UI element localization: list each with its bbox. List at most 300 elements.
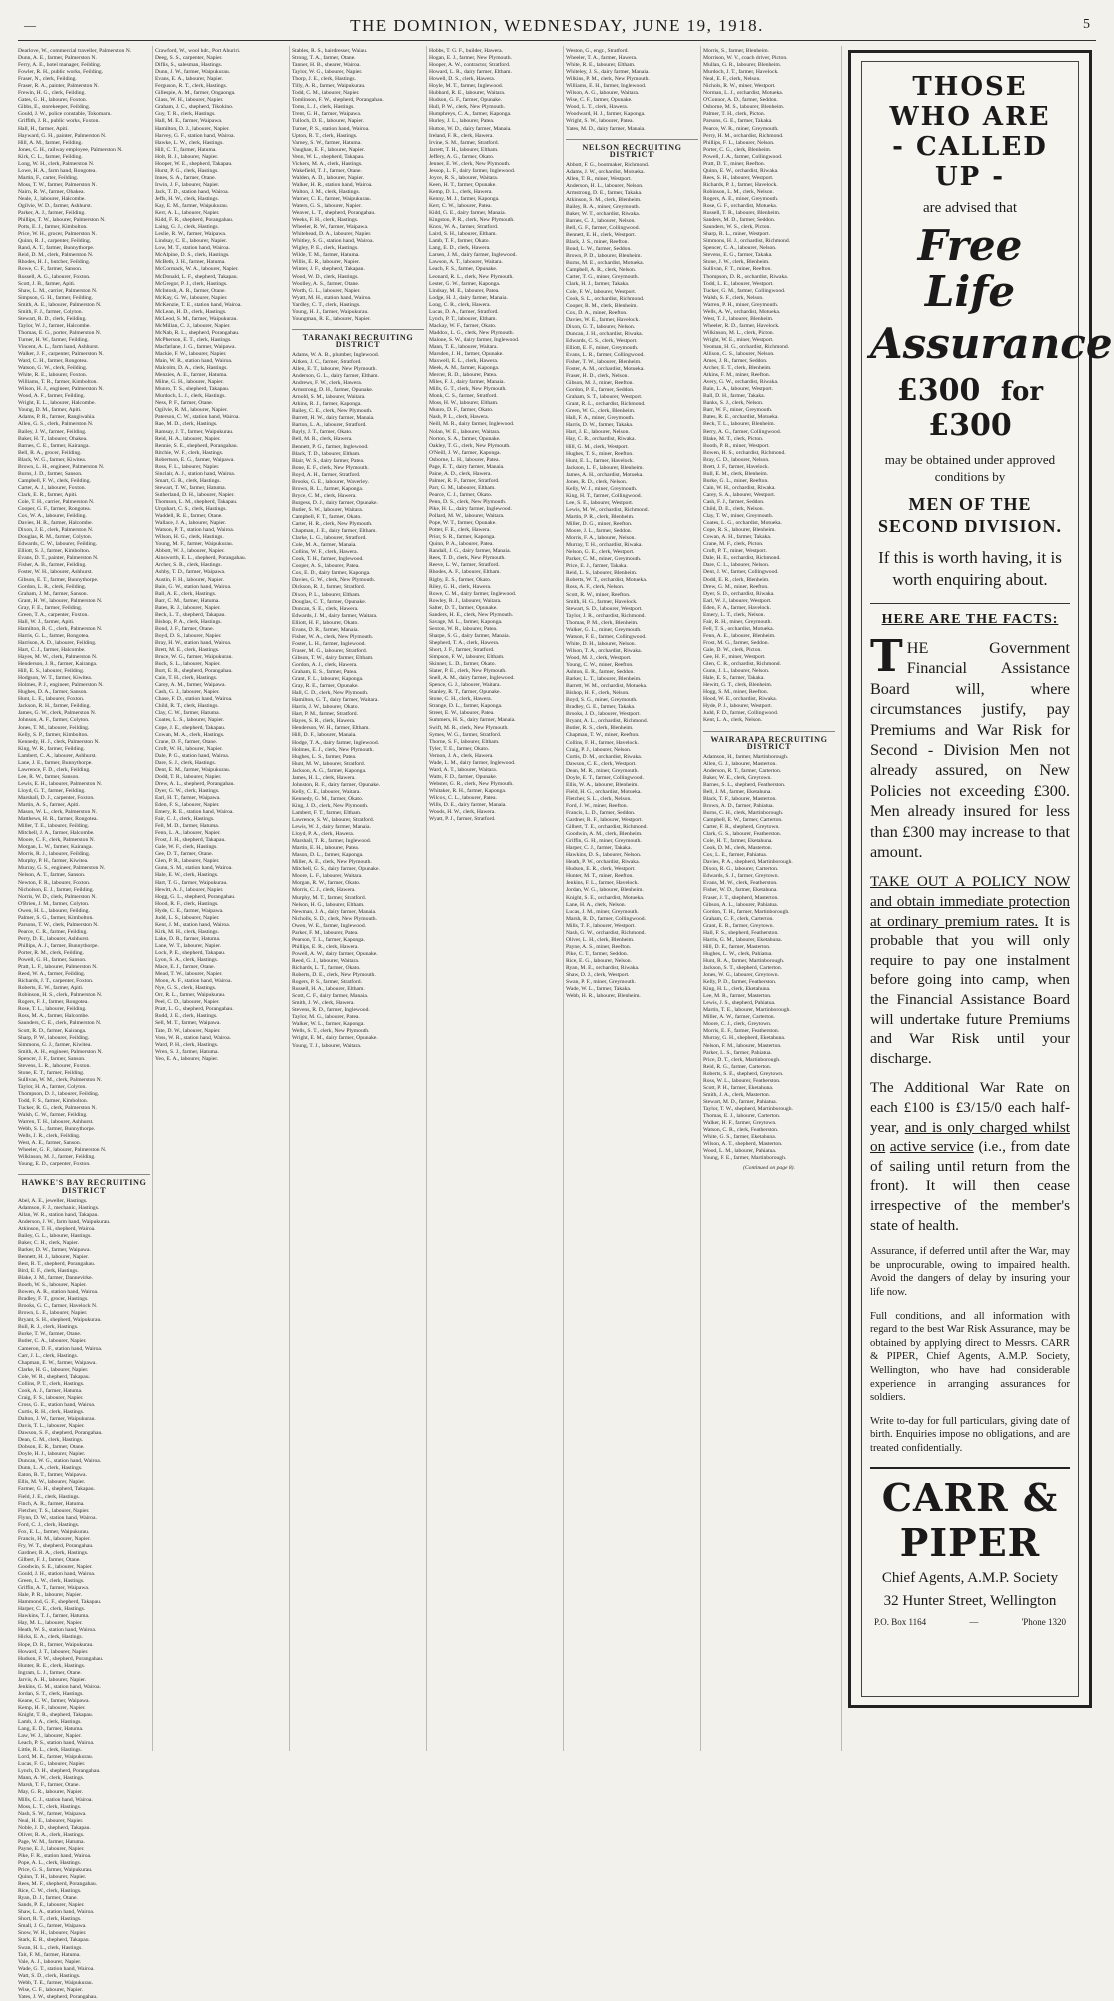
- list-entry: Hart, T. G., farmer, Waipukurau.: [155, 879, 228, 886]
- list-entry: Trent, G. H., farmer, Waipawa.: [292, 111, 362, 118]
- list-entry: Turner, P. S., station hand, Wairoa.: [292, 125, 370, 132]
- list-entry: Milne, G. H., labourer, Napier.: [155, 379, 224, 386]
- list-entry: Tait, F. M., farmer, Hatuma.: [18, 1951, 81, 1958]
- list-entry: Dunn, L. A., clerk, Hastings.: [18, 1465, 83, 1472]
- list-entry: Ellis, M. W., labourer, Napier.: [18, 1479, 86, 1486]
- list-entry: Hogan, E. J., farmer, New Plymouth.: [429, 55, 512, 62]
- list-entry: Lucas, F. G., labourer, Napier.: [18, 1761, 86, 1768]
- list-entry: Collins, P. T., clerk, Hastings.: [18, 1380, 85, 1387]
- list-entry: Palmer, T. H., clerk, Picton.: [703, 111, 766, 118]
- list-entry: Smith, A. H., engineer, Palmerston N.: [18, 1048, 103, 1055]
- list-entry: Mason, D. L., farmer, Kaponga.: [292, 852, 364, 859]
- list-entry: Kennedy, G. M., farmer, Okato.: [292, 795, 364, 802]
- list-entry: Vale, A. J., labourer, Napier.: [18, 1958, 82, 1965]
- list-entry: Bennett, P. G., farmer, Inglewood.: [292, 443, 369, 450]
- list-entry: McGregor, P. J., clerk, Hastings.: [155, 280, 228, 287]
- list-entry: Edwards, S. J., farmer, Greytown.: [703, 873, 779, 880]
- list-entry: Beck, L. T., shepherd, Takapau.: [155, 611, 226, 618]
- list-entry: Adamson, H., farmer, Martinborough.: [703, 753, 789, 760]
- list-entry: Hall, H., farmer, Apiti.: [18, 125, 69, 132]
- list-entry: Chase, F. D., station hand, Wairoa.: [155, 696, 233, 703]
- list-entry: Hill, G. M., clerk, Westport.: [566, 443, 629, 450]
- list-entry: Ashby, T. D., farmer, Waipawa.: [155, 569, 226, 576]
- list-entry: Wade, G. T., station hand, Wairoa.: [18, 1965, 95, 1972]
- list-entry: Cook, D. M., clerk, Masterton.: [703, 845, 772, 852]
- list-entry: Woodward, H. J., farmer, Kaponga.: [566, 111, 646, 118]
- list-entry: Brown, P. D., labourer, Blenheim.: [566, 253, 642, 260]
- list-entry: Dawson, C. E., clerk, Westport.: [566, 760, 637, 767]
- list-entry: Hope, D. R., farmer, Waipukurau.: [18, 1641, 94, 1648]
- list-entry: Swift, M. R., clerk, New Plymouth.: [429, 724, 509, 731]
- list-entry: Douglas, C. T., farmer, Opunake.: [292, 598, 367, 605]
- list-entry: Skinner, L. D., farmer, Okato.: [429, 661, 496, 668]
- list-entry: Urquhart, C. S., clerk, Hastings.: [155, 506, 227, 513]
- list-entry: Morris, C. J., clerk, Hawera.: [292, 887, 356, 894]
- list-entry: Cain, T. H., clerk, Hastings.: [155, 675, 218, 682]
- list-entry: Wyatt, M. H., station hand, Wairoa.: [292, 294, 372, 301]
- list-entry: Vaughan, E. F., labourer, Napier.: [292, 146, 365, 153]
- list-entry: Gould, J. W., police constable, Tokomaru.: [18, 111, 112, 118]
- list-entry: Duncan, S. E., clerk, Hawera.: [292, 605, 359, 612]
- list-column: [155, 48, 287, 1753]
- list-entry: Henderson, W. H., farmer, Eltham.: [292, 725, 370, 732]
- list-entry: Perry, D. E., labourer, Ashhurst.: [18, 935, 90, 942]
- list-entry: Reid, R. G., farmer, Carterton.: [703, 1063, 772, 1070]
- list-entry: Todd, L. E., labourer, Westport.: [703, 280, 774, 287]
- list-entry: Hughes, T. S., miner, Reefton.: [566, 450, 634, 457]
- list-entry: Hunt, E. L., farmer, Havelock.: [566, 457, 635, 464]
- list-entry: Nash, P. L., clerk, Hawera.: [429, 414, 489, 421]
- list-entry: Shaw, D. J., clerk, Westport.: [566, 972, 630, 979]
- list-entry: Richards, L. T., farmer, Okato.: [292, 965, 361, 971]
- list-entry: Goodwin, A. M., clerk, Blenheim.: [566, 831, 643, 838]
- list-entry: Rudd, J. E., clerk, Hastings.: [155, 1013, 218, 1020]
- list-entry: Fraser, J. T., shepherd, Masterton.: [703, 894, 779, 901]
- list-entry: Phillips, A. J., farmer, Bunnythorpe.: [18, 942, 99, 949]
- list-entry: Gale, D. W., clerk, Picton.: [703, 646, 762, 653]
- list-entry: Mann, T. E., labourer, Waitara.: [429, 343, 498, 350]
- list-entry: Lawrence, F. D., clerk, Feilding.: [18, 766, 91, 773]
- list-entry: Beck, T. L., labourer, Blenheim.: [703, 421, 775, 428]
- list-entry: Rae, M. D., clerk, Hastings.: [155, 421, 218, 428]
- list-entry: Gray, F. E., farmer, Feilding.: [18, 604, 83, 611]
- list-entry: Jackson, L. F., labourer, Blenheim.: [566, 464, 644, 471]
- list-entry: Lane, J. E., farmer, Bunnythorpe.: [18, 759, 93, 766]
- list-entry: White, R. E., labourer, Eltham.: [566, 62, 636, 69]
- district-heading: TARANAKI RECRUITING DISTRICT: [292, 329, 424, 348]
- ad-advised-line: are advised that: [922, 200, 1018, 216]
- ad-second-division: MEN OF THE SECOND DIVISION.: [877, 494, 1063, 536]
- list-entry: Monk, C. S., farmer, Stratford.: [429, 393, 498, 400]
- list-entry: Tulloch, D. E., labourer, Napier.: [292, 118, 364, 125]
- list-entry: Robinson, L. M., clerk, Nelson.: [703, 188, 774, 195]
- list-entry: Oliver, R. A., clerk, Hastings.: [18, 1831, 85, 1838]
- list-entry: Norman, L. J., orchardist, Motueka.: [703, 90, 784, 97]
- list-entry: Vernon, J. A., clerk, Hawera.: [429, 752, 494, 759]
- list-entry: Leach, P. S., station hand, Wairoa.: [18, 1740, 95, 1747]
- list-entry: Lynch, D. H., shepherd, Porangahau.: [18, 1768, 101, 1775]
- list-entry: Maxwell, E. L., clerk, Hawera.: [429, 358, 499, 365]
- list-entry: Burt, E. R., shepherd, Porangahau.: [155, 668, 233, 675]
- list-entry: Rand, A. T., farmer, Bunnythorpe.: [18, 245, 95, 252]
- list-entry: Kelly, C. E., labourer, Waitara.: [292, 788, 361, 795]
- list-entry: Shepherd, T. A., clerk, Hawera.: [429, 639, 500, 646]
- list-entry: Russell, H. A., labourer, Eltham.: [292, 986, 365, 993]
- list-entry: McMillan, C. J., labourer, Napier.: [155, 322, 231, 329]
- page-number: 5: [1083, 17, 1090, 32]
- list-entry: Lowe, H. A., farm hand, Rongotea.: [18, 167, 97, 174]
- ad-take-underline-2: and obtain immediate protection: [870, 893, 1070, 911]
- list-entry: Rowley, R. J., labourer, Waitara.: [429, 597, 502, 604]
- ad-po-box: P.O. Box 1164: [874, 1617, 927, 1628]
- list-entry: Moore, L. F., labourer, Waitara.: [292, 873, 363, 880]
- list-entry: Mead, T. W., labourer, Napier.: [155, 971, 223, 978]
- list-column: [18, 48, 150, 2000]
- advertisement-frame: [861, 61, 1113, 1697]
- list-column: [703, 48, 835, 1753]
- list-entry: Snow, W. H., labourer, Napier.: [18, 1930, 87, 1937]
- list-entry: Yates, J. W., shepherd, Porangahau.: [18, 1993, 98, 2000]
- list-entry: Potts, E. J., farmer, Kimbolton.: [18, 224, 88, 231]
- list-entry: Wells, A. W., orchardist, Motueka.: [703, 308, 781, 315]
- ad-obtain-line: may be obtained under approved conditions by: [884, 452, 1056, 484]
- list-entry: Rhodes, A. F., labourer, Eltham.: [429, 569, 501, 576]
- list-entry: Hooper, A. W., contractor, Stratford.: [429, 62, 511, 69]
- list-entry: Fenn, A. E., labourer, Blenheim.: [703, 632, 776, 639]
- list-entry: Cook, A. J., farmer, Hatuma.: [18, 1387, 83, 1394]
- list-entry: Leonard, R. L., clerk, New Plymouth.: [429, 273, 514, 280]
- list-entry: Butler, R. S., clerk, Blenheim.: [566, 725, 634, 732]
- list-entry: Rice, C. W., clerk, Hastings.: [18, 1888, 82, 1895]
- ad-body-text: HE Government Financial Assistance Board will, where circumstances justify, pay Premiums and War Risk for Second - Division Men not already assured, on New Policies not exceeding £300. Men already insured for less than £300 may increase to that amount.: [870, 639, 1070, 862]
- list-entry: Saunders, W. S., clerk, Picton.: [703, 224, 771, 231]
- list-entry: Noble, J. D., shepherd, Takapau.: [18, 1824, 91, 1831]
- list-entry: Munro, D. F., farmer, Okato.: [429, 407, 494, 414]
- list-entry: Duncan, J. H., orchardist, Riwaka.: [566, 330, 644, 337]
- list-entry: Hood, W. E., orchardist, Riwaka.: [703, 696, 777, 703]
- ad-address: 32 Hunter Street, Wellington: [883, 1593, 1057, 1610]
- list-entry: Lord, M. E., farmer, Waipukurau.: [18, 1754, 94, 1761]
- list-entry: Tanner, H. B., shearer, Wairoa.: [292, 62, 361, 69]
- list-entry: Young, D. M., farmer, Apiti.: [18, 407, 82, 414]
- list-entry: Black, W. G., farmer, Kiwitea.: [18, 456, 87, 463]
- list-entry: Guy, T. R., clerk, Hastings.: [155, 111, 216, 118]
- list-entry: Chapman, J. E., dairy farmer, Eltham.: [292, 528, 377, 535]
- list-entry: Gillespie, A. M., farmer, Ongaonga.: [155, 90, 236, 97]
- list-entry: Taylor, M. G., labourer, Patea.: [292, 1014, 360, 1021]
- list-entry: Atkinson, S. M., clerk, Blenheim.: [566, 196, 642, 203]
- list-entry: Todd, C. M., labourer, Napier.: [292, 90, 360, 97]
- list-entry: Wills, D. E., dairy farmer, Manaia.: [429, 802, 507, 809]
- list-entry: Howard, L. R., dairy farmer, Eltham.: [429, 69, 512, 76]
- list-entry: Fraser, N., clerk, Feilding.: [18, 76, 77, 83]
- list-entry: Varney, S. W., farmer, Hatuma.: [292, 139, 362, 146]
- list-entry: Gale, W. F., clerk, Hastings.: [155, 844, 218, 851]
- list-entry: Page, W. M., farmer, Hatuma.: [18, 1838, 85, 1845]
- list-entry: Reid, H. A., labourer, Napier.: [155, 435, 221, 442]
- list-entry: Scott, P. H., farmer, Eketahuna.: [703, 1084, 774, 1091]
- list-entry: Hodge, T. A., dairy farmer, Inglewood.: [292, 739, 380, 746]
- list-entry: Field, H. G., orchardist, Motueka.: [566, 788, 642, 795]
- list-entry: Allen, G. J., labourer, Masterton.: [703, 760, 777, 767]
- list-entry: Harvey, G. F., station hand, Wairoa.: [155, 132, 235, 139]
- ad-headline-called-up: - CALLED UP -: [892, 132, 1048, 192]
- list-entry: Harper, C. E., clerk, Hastings.: [18, 1606, 86, 1613]
- list-entry: Lucas, J. M., miner, Greymouth.: [566, 908, 639, 915]
- list-entry: Wood, L. T., clerk, Hawera.: [566, 104, 629, 111]
- list-entry: Moon, A. F., station hand, Wairoa.: [155, 978, 232, 985]
- list-entry: Aitken, J. C., farmer, Stratford.: [292, 358, 362, 365]
- list-entry: Wilkinson, M. L., clerk, Picton.: [703, 329, 774, 336]
- list-entry: McCormack, W. A., labourer, Napier.: [155, 266, 239, 273]
- list-entry: Hunt, R. A., farmer, Martinborough.: [703, 957, 785, 964]
- list-entry: Craig, F. S., labourer, Napier.: [18, 1394, 84, 1401]
- list-entry: Carey, A. M., farmer, Waipawa.: [155, 682, 226, 689]
- list-entry: Nicholls, S. D., clerk, New Plymouth.: [292, 915, 377, 922]
- ad-rate-underline-1: and is only charged whilst on: [870, 1118, 1070, 1156]
- list-entry: Evans, D. T., painter, Palmerston N.: [18, 555, 99, 562]
- list-entry: Harris, J. W., labourer, Okato.: [292, 704, 359, 711]
- list-entry: Kingston, P. R., clerk, New Plymouth.: [429, 217, 515, 224]
- list-entry: Lewis, M. W., orchardist, Richmond.: [566, 506, 649, 513]
- list-entry: Spence, G. J., labourer, Waitara.: [429, 682, 501, 689]
- list-entry: Henderson, J. R., farmer, Kairanga.: [18, 661, 98, 668]
- list-entry: Gee, H. F., miner, Westport.: [703, 654, 766, 661]
- list-entry: Kent, J. M., station hand, Wairoa.: [155, 921, 231, 928]
- list-entry: Morrison, W. V., coach driver, Picton.: [703, 55, 788, 62]
- list-entry: Craig, P. J., labourer, Nelson.: [566, 746, 632, 753]
- ad-amount-left: £300: [896, 373, 981, 408]
- list-entry: Webster, G. R., clerk, New Plymouth.: [429, 780, 514, 787]
- list-entry: Ryan, D. J., farmer, Otane.: [18, 1895, 78, 1902]
- list-entry: Ritchie, W. F., clerk, Hastings.: [155, 449, 224, 456]
- list-entry: Yeoman, H. G., orchardist, Richmond.: [703, 343, 790, 350]
- list-entry: Hall, C. D., clerk, New Plymouth.: [292, 690, 369, 697]
- list-entry: Nelson, A. T., farmer, Sanson.: [18, 872, 86, 879]
- list-entry: Boyd, S. G., miner, Greymouth.: [566, 697, 638, 704]
- list-entry: Wright, W. E., miner, Westport.: [703, 336, 774, 343]
- list-entry: O'Neill, J. W., farmer, Kaponga.: [429, 449, 501, 456]
- list-entry: Neill, M. R., dairy farmer, Inglewood.: [429, 421, 515, 428]
- list-entry: Ross, W. L., labourer, Featherston.: [703, 1077, 781, 1084]
- list-entry: Fisher, A. B., farmer, Feilding.: [18, 562, 87, 569]
- list-entry: Bailey, G. L., labourer, Hastings.: [18, 1232, 92, 1239]
- list-entry: Short, J. F., farmer, Stratford.: [429, 646, 495, 653]
- list-entry: Atkins, F. M., miner, Reefton.: [703, 372, 771, 379]
- list-entry: Taylor, W. J., farmer, Halcombe.: [18, 322, 91, 329]
- ad-government-paragraph: [870, 631, 1070, 862]
- list-entry: Moss, H. W., labourer, Eltham.: [429, 400, 499, 407]
- list-entry: Hooper, W. E., shepherd, Takapau.: [155, 160, 233, 167]
- list-entry: Black, T. D., labourer, Eltham.: [292, 450, 361, 457]
- list-entry: Quinn, T. H., labourer, Napier.: [18, 1874, 87, 1881]
- list-entry: Cope, J. E., shepherd, Takapau.: [155, 724, 226, 731]
- list-entry: Anderson, G. L., dairy farmer, Eltham.: [292, 373, 379, 380]
- list-entry: Munro, T. S., shepherd, Takapau.: [155, 386, 230, 393]
- list-entry: Bell, J. M., farmer, Eketahuna.: [703, 788, 772, 795]
- list-entry: Bowen, A. R., station hand, Wairoa.: [18, 1289, 99, 1296]
- list-entry: Marshall, T. R., farmer, Inglewood.: [292, 838, 372, 845]
- list-entry: Willis, E. R., labourer, Napier.: [292, 259, 360, 266]
- list-entry: Lucas, D. A., farmer, Stratford.: [429, 308, 499, 315]
- list-entry: Kerr, C. W., labourer, Patea.: [429, 203, 492, 210]
- list-entry: Bishop, H. F., clerk, Nelson.: [566, 690, 630, 697]
- list-column: [566, 48, 698, 1753]
- list-entry: Doyle, H. J., labourer, Napier.: [18, 1451, 86, 1458]
- list-entry: Blake, M. T., clerk, Picton.: [703, 435, 764, 442]
- list-entry: Hay, C. R., orchardist, Riwaka.: [566, 436, 636, 443]
- list-entry: Lamb, J. A., clerk, Hastings.: [18, 1719, 82, 1726]
- list-entry: Cope, R. S., labourer, Blenheim.: [703, 527, 776, 534]
- list-entry: Salter, D. T., farmer, Opunake.: [429, 604, 498, 611]
- list-entry: Palmer, S. G., farmer, Kimbolton.: [18, 914, 94, 921]
- list-entry: Phillips, F. L., labourer, Nelson.: [703, 139, 775, 146]
- list-entry: Hudson, E. R., clerk, Westport.: [566, 866, 636, 873]
- list-entry: Brett, M. E., clerk, Hastings.: [155, 646, 220, 653]
- list-entry: Dawson, S. F., shepherd, Porangahau.: [18, 1430, 103, 1437]
- list-entry: Bain, L. A., labourer, Westport.: [703, 386, 774, 393]
- list-entry: Elliott, H. F., labourer, Okato.: [292, 619, 359, 626]
- list-entry: Sexton, W. R., labourer, Patea.: [429, 625, 498, 632]
- list-entry: Low, M. T., station hand, Wairoa.: [155, 245, 230, 252]
- list-entry: Mason, W. L., clerk, Palmerston N.: [18, 809, 98, 816]
- list-entry: Wright, S. W., labourer, Patea.: [566, 118, 634, 125]
- list-entry: Booth, P. R., miner, Westport.: [703, 442, 770, 449]
- list-entry: Gardner, R. A., clerk, Hastings.: [18, 1549, 89, 1556]
- list-entry: Price, W. H., grocer, Palmerston N.: [18, 231, 97, 238]
- list-entry: Eaton, R. T., farmer, Waipawa.: [18, 1472, 87, 1479]
- column-rule: [563, 46, 564, 1751]
- list-entry: Campbell, F. W., clerk, Feilding.: [18, 477, 91, 484]
- list-entry: Reed, W. A., farmer, Feilding.: [18, 971, 86, 978]
- list-entry: Kelly, S. P., farmer, Kimbolton.: [18, 731, 89, 738]
- list-entry: Kenny, M. J., farmer, Kaponga.: [429, 195, 500, 202]
- list-entry: Wells, S. T., clerk, New Plymouth.: [292, 1028, 370, 1035]
- list-entry: Stone, C. H., clerk, Hawera.: [429, 696, 493, 703]
- list-entry: Sanders, H. E., clerk, New Plymouth.: [429, 611, 514, 618]
- list-entry: Whitehead, D. A., labourer, Napier.: [292, 231, 372, 238]
- list-entry: Mace, E. J., farmer, Otane.: [155, 964, 216, 971]
- list-entry: Randall, J. G., dairy farmer, Manaia.: [429, 548, 511, 555]
- list-entry: Miller, D. G., miner, Reefton.: [566, 521, 633, 528]
- list-entry: Porter, R. M., clerk, Feilding.: [18, 950, 84, 956]
- list-entry: Jones, R. D., clerk, Nelson.: [566, 478, 628, 485]
- list-entry: Wilson, T. A., orchardist, Riwaka.: [566, 647, 643, 654]
- list-entry: Wheeler, R. D., farmer, Havelock.: [703, 322, 780, 329]
- list-entry: Martin, E. H., labourer, Patea.: [292, 845, 360, 852]
- list-entry: Tyler, T. E., farmer, Okato.: [429, 745, 490, 752]
- list-entry: Pearce, C. J., farmer, Okato.: [429, 491, 493, 498]
- list-entry: Leach, F. S., farmer, Opunake.: [429, 266, 498, 273]
- list-entry: Paterson, C. W., station hand, Wairoa.: [155, 414, 240, 421]
- list-entry: Pike, H. L., dairy farmer, Inglewood.: [429, 506, 512, 513]
- list-entry: Morris, E. F., farmer, Featherston.: [703, 1028, 780, 1035]
- list-entry: Holmes, E. J., clerk, New Plymouth.: [292, 746, 374, 753]
- list-entry: Strange, D. L., farmer, Kaponga.: [429, 703, 503, 710]
- list-entry: Dobson, E. R., farmer, Otane.: [18, 1444, 85, 1451]
- list-entry: Bond, L. W., farmer, Seddon.: [566, 246, 632, 253]
- list-entry: Lane, H. A., clerk, Nelson.: [566, 901, 626, 908]
- list-entry: Anderson, R. T., farmer, Carterton.: [703, 767, 782, 774]
- list-entry: Burgess, D. J., dairy farmer, Opunake.: [292, 499, 378, 506]
- list-entry: Moore, C. J., clerk, Greytown.: [703, 1021, 772, 1028]
- list-entry: Hammond, G. F., shepherd, Takapau.: [18, 1599, 102, 1606]
- list-entry: Keen, H. T., farmer, Opunake.: [429, 181, 497, 188]
- list-entry: Watson, C. R., clerk, Featherston.: [703, 1127, 779, 1134]
- list-entry: Stevens, E. G., farmer, Takaka.: [703, 252, 773, 259]
- list-entry: Keane, C. W., farmer, Waipawa.: [18, 1697, 90, 1704]
- list-entry: Oliver, L. H., clerk, Blenheim.: [566, 936, 635, 943]
- list-entry: Oakley, T. G., clerk, New Plymouth.: [429, 442, 511, 449]
- list-entry: Parsons, G. E., farmer, Takaka.: [703, 118, 773, 125]
- list-entry: Wood, L. M., labourer, Pahiatua.: [703, 1148, 777, 1155]
- list-entry: Rees, S. H., labourer, Westport.: [703, 174, 774, 181]
- list-entry: Graham, J. M., farmer, Sanson.: [18, 590, 88, 597]
- list-entry: Bone, E. F., clerk, New Plymouth.: [292, 464, 369, 471]
- ad-drop-cap: T: [870, 631, 903, 682]
- ad-chief-agents: Chief Agents, A.M.P. Society: [881, 1570, 1059, 1587]
- list-entry: Mackay, W. F., farmer, Okato.: [429, 322, 497, 329]
- list-entry: Walden, A. D., labourer, Napier.: [292, 174, 365, 181]
- list-entry: Graham, E. S., farmer, Patea.: [292, 669, 358, 676]
- list-entry: Mercer, R. D., labourer, Patea.: [429, 372, 498, 379]
- list-entry: Fair, C. J., clerk, Hastings.: [155, 816, 215, 823]
- list-entry: Sharp, P. W., labourer, Feilding.: [18, 1034, 90, 1041]
- list-entry: Barnes, C. E., farmer, Kairanga.: [18, 442, 90, 449]
- list-entry: Fair, R. H., miner, Greymouth.: [703, 618, 772, 625]
- list-entry: Miller, A. W., farmer, Carterton.: [703, 1014, 775, 1021]
- list-entry: Harper, C. J., farmer, Takaka.: [566, 845, 632, 852]
- list-entry: Rhodes, H. J., butcher, Feilding.: [18, 259, 91, 266]
- list-entry: Ferguson, R. T., clerk, Hastings.: [155, 83, 228, 90]
- list-entry: Sell, M. T., farmer, Waipawa.: [155, 1020, 221, 1027]
- list-entry: Goodwin, S. E., labourer, Napier.: [18, 1563, 93, 1570]
- list-entry: Yeo, E. A., labourer, Napier.: [155, 1055, 219, 1062]
- list-entry: Green, W. G., clerk, Blenheim.: [566, 408, 636, 415]
- list-entry: Foster, W. H., labourer, Ashhurst.: [18, 569, 93, 576]
- list-entry: Johnson, A. F., farmer, Colyton.: [18, 717, 90, 724]
- list-entry: Lewis, J. S., shepherd, Pahiatua.: [703, 1000, 776, 1007]
- list-entry: Gilbert, F. J., farmer, Otane.: [18, 1556, 81, 1563]
- list-entry: Hale, E. S., farmer, Takaka.: [703, 675, 765, 682]
- list-entry: Fraser, M. G., labourer, Stratford.: [292, 647, 368, 654]
- list-entry: Lee, R. W., farmer, Sanson.: [18, 773, 80, 780]
- list-entry: Wright, E. M., dairy farmer, Opunake.: [292, 1035, 378, 1042]
- list-entry: Cash, F. J., farmer, Seddon.: [703, 499, 765, 505]
- list-entry: Wade, W. L., farmer, Takaka.: [566, 986, 632, 993]
- list-entry: Upton, R. T., clerk, Hastings.: [292, 132, 358, 139]
- list-entry: Stark, E. R., shepherd, Takapau.: [18, 1937, 90, 1944]
- list-entry: Malone, S. W., dairy farmer, Inglewood.: [429, 336, 520, 343]
- list-entry: Bryce, C. M., clerk, Hawera.: [292, 492, 357, 499]
- list-entry: Allen, T. R., miner, Westport.: [566, 175, 632, 182]
- list-entry: Smith, F. J., farmer, Colyton.: [18, 308, 83, 315]
- list-entry: Wilkins, P. M., clerk, New Plymouth.: [566, 76, 650, 83]
- list-entry: Warren, P. H., miner, Greymouth.: [703, 301, 779, 308]
- list-entry: Nash, G. W., orchardist, Richmond.: [566, 929, 646, 936]
- list-entry: Bennett, E. H., clerk, Westport.: [566, 232, 636, 239]
- list-entry: Walker, H. R., station hand, Wairoa.: [292, 181, 373, 188]
- list-entry: Dixon, J. E., clerk, Palmerston N.: [18, 527, 94, 534]
- list-entry: Hughes, L. W., clerk, Pahiatua.: [703, 950, 773, 957]
- list-entry: Peel, C. D., labourer, Napier.: [155, 999, 220, 1006]
- list-entry: White, R. E., labourer, Foxton.: [18, 372, 88, 379]
- list-entry: Voss, W. R., station hand, Wairoa.: [155, 1034, 231, 1041]
- list-entry: Cooper, G. F., farmer, Rongotea.: [18, 506, 92, 513]
- list-entry: Jackson, R. H., farmer, Feilding.: [18, 703, 91, 710]
- list-entry: Roberts, D. E., clerk, New Plymouth.: [292, 972, 376, 979]
- list-entry: Child, R. T., clerk, Hastings.: [155, 703, 219, 710]
